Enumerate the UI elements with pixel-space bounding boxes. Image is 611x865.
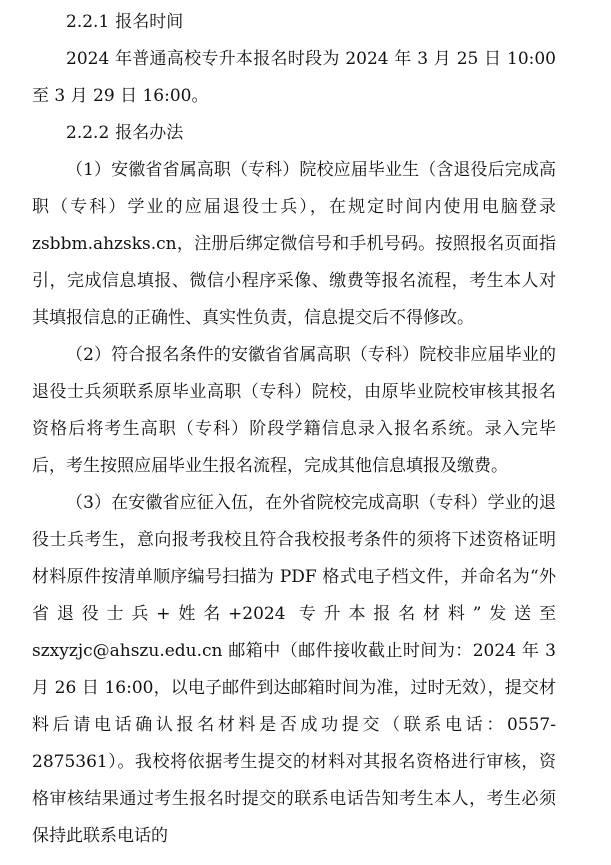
registration-method-item-1: （1）安徽省省属高职（专科）院校应届毕业生（含退役后完成高职（专科）学业的应届退役士兵），在规定时间内使用电脑登录 zsbbm.ahzsks.cn，注册后绑定微信号和手机号码。按照报名页面指引，完成信息填报、微信小程序采像、缴费等报名流程，考生本人对其填报信息的正确性、真实性负责，信息提交后不得修改。 <box>32 160 556 328</box>
registration-time-paragraph: 2024 年普通高校专升本报名时段为 2024 年 3 月 25 日 10:00 至 3 月 29 日 16:00。 <box>32 49 556 106</box>
section-number: 2.2.1 <box>66 12 110 32</box>
section-heading-2-2-2 <box>32 115 556 152</box>
registration-method-item-2: （2）符合报名条件的安徽省省属高职（专科）院校非应届毕业的退役士兵须联系原毕业高职（专科）院校，由原毕业院校审核其报名资格后将考生高职（专科）阶段学籍信息录入报名系统。录入完毕后，考生按照应届毕业生报名流程，完成其他信息填报及缴费。 <box>32 345 556 476</box>
section-number: 2.2.2 <box>66 123 110 143</box>
section-title: 报名办法 <box>115 123 184 143</box>
email-address: szxyzjc@ahszu.edu.cn <box>32 641 223 661</box>
item-3-text-part-2: 邮箱中（邮件接收截止时间为：2024 年 3 月 26 日 16:00，以电子邮件到达邮箱时间为准，过时无效），提交材料后请电话确认报名材料是否成功提交（联系电话：0557-2875361）。我校将依据考生提交的材料对其报名资格进行审核，资格审核结果通过考生报名时提交的联系电话告知考生本人，考生必须保持此联系电话的 <box>32 641 556 846</box>
document-page <box>32 4 556 855</box>
item-3-text-part-1: （3）在安徽省应征入伍，在外省院校完成高职（专科）学业的退役士兵考生，意向报考我校且符合我校报考条件的须将下述资格证明材料原件按清单顺序编号扫描为 PDF 格式电子档文件，并命名为“外省退役士兵+姓名+2024 专升本报名材料”发送至 <box>32 493 556 624</box>
registration-method-item-3 <box>32 485 556 855</box>
section-title: 报名时间 <box>115 12 184 32</box>
section-heading-2-2-1 <box>32 4 556 41</box>
